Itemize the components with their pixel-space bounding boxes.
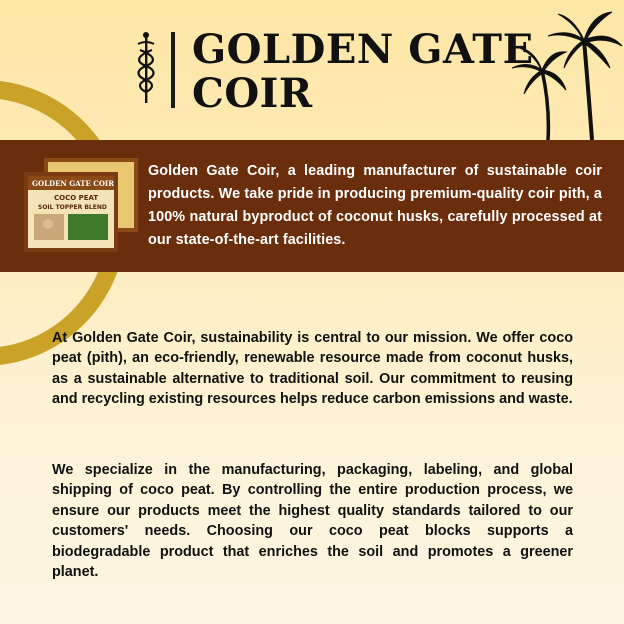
intro-band bbox=[0, 140, 624, 272]
intro-text: Golden Gate Coir, a leading manufacturer of sustainable coir products. We take pride in producing premium-quality coir pith, a 100% natural byproduct of coconut husks, carefully processed at our state-of-the-art facilities. bbox=[148, 163, 602, 248]
brand-line-1: GOLDEN GATE bbox=[192, 26, 534, 73]
palm-trees-icon bbox=[508, 6, 624, 140]
specialization-paragraph: We specialize in the manufacturing, packaging, labeling, and global shipping of coco peat. By controlling the entire production process, we ensure our products meet the highest quality standards tailored to our customers' needs. Choosing our coco peat blocks supports a biodegradable product that enriches the soil and promotes a greener planet. bbox=[52, 462, 573, 581]
product-line-1: COCO PEAT bbox=[54, 194, 99, 202]
caduceus-icon bbox=[134, 30, 158, 106]
product-line-2: SOIL TOPPER BLEND bbox=[38, 204, 107, 211]
brand-line-2: COIR bbox=[192, 70, 313, 117]
brand-title bbox=[192, 28, 534, 116]
sustainability-paragraph: At Golden Gate Coir, sustainability is central to our mission. We offer coco peat (pith), an eco-friendly, renewable resource made from coconut husks, as a sustainable alternative to traditional soil. Our commitment to reusing and recycling existing resources helps reduce carbon emissions and waste. bbox=[52, 330, 573, 408]
coco-peat-block-image bbox=[24, 158, 138, 254]
header-divider bbox=[171, 32, 175, 108]
product-brand: GOLDEN GATE COIR bbox=[32, 179, 115, 188]
header bbox=[0, 0, 624, 140]
